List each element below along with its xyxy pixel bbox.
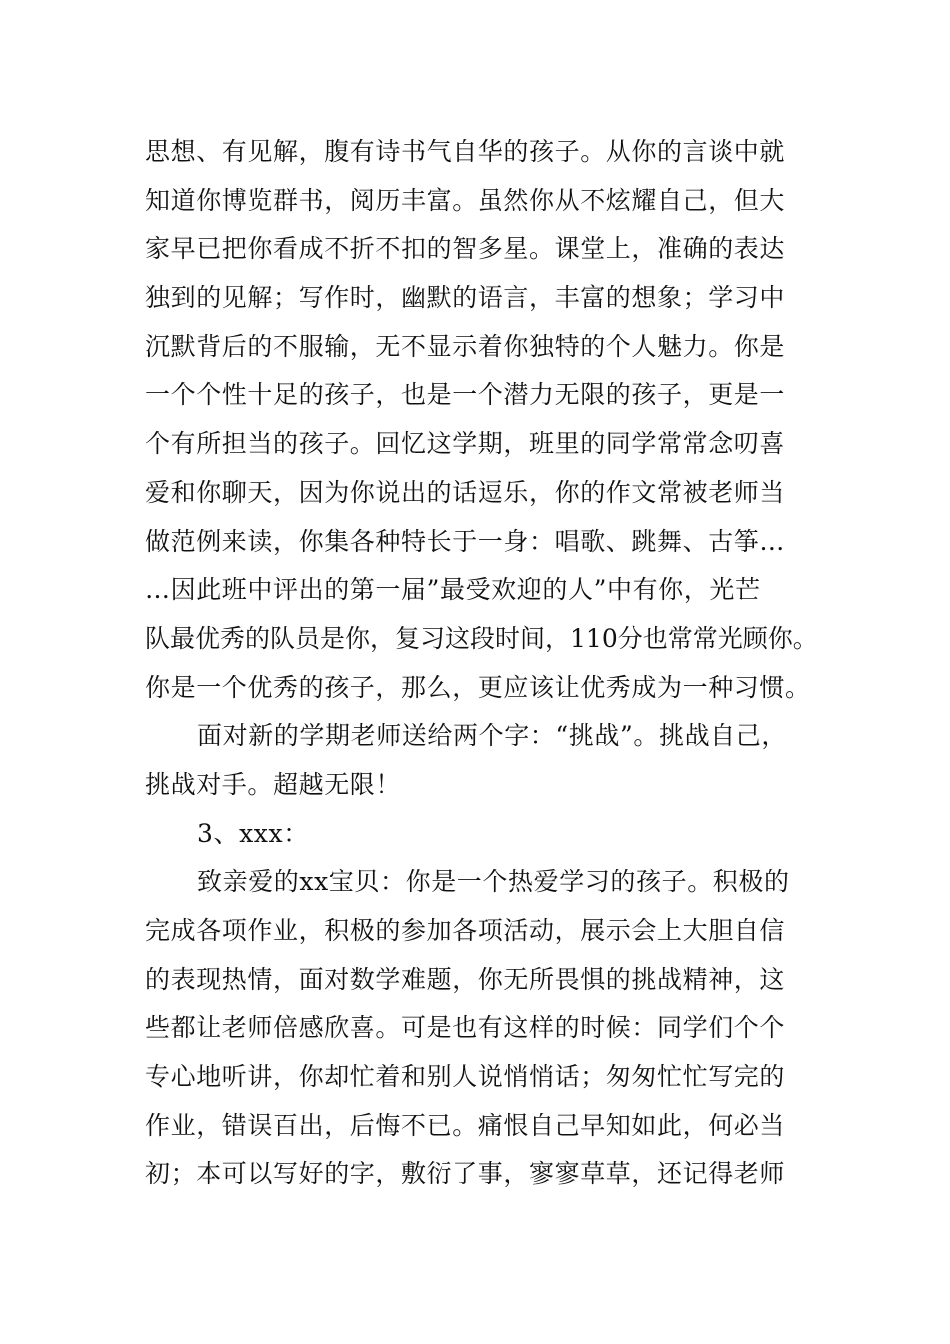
text-line: 挑战对手。超越无限！ xyxy=(145,769,402,799)
text-line: 的表现热情，面对数学难题，你无所畏惧的挑战精神，这 xyxy=(145,964,786,994)
paragraph-start-line: 致亲爱的xx宝贝：你是一个热爱学习的孩子。积极的 xyxy=(197,867,790,897)
text-line: 些都让老师倍感欣喜。可是也有这样的时候：同学们个个 xyxy=(145,1013,786,1043)
text-line: 作业，错误百出，后悔不已。痛恨自己早知如此，何必当 xyxy=(145,1110,786,1140)
document-body xyxy=(145,128,845,1199)
text-line: 队最优秀的队员是你，复习这段时间，110分也常常光顾你。 xyxy=(145,623,818,653)
text-line: …因此班中评出的第一届”最受欢迎的人”中有你，光芒 xyxy=(145,575,761,605)
text-line: 一个个性十足的孩子，也是一个潜力无限的孩子，更是一 xyxy=(145,380,786,410)
text-line: 做范例来读，你集各种特长于一身：唱歌、跳舞、古筝… xyxy=(145,526,786,556)
paragraph-start-line: 面对新的学期老师送给两个字：“挑战”。挑战自己， xyxy=(197,721,787,751)
text-line: 独到的见解；写作时，幽默的语言，丰富的想象；学习中 xyxy=(145,283,786,313)
text-line: 初；本可以写好的字，敷衍了事，寥寥草草，还记得老师 xyxy=(145,1159,786,1189)
section-heading: 3、xxx： xyxy=(197,818,309,848)
text-line: 思想、有见解，腹有诗书气自华的孩子。从你的言谈中就 xyxy=(145,137,786,166)
text-line: 专心地听讲，你却忙着和别人说悄悄话；匆匆忙忙写完的 xyxy=(145,1062,786,1092)
text-line: 家早已把你看成不折不扣的智多星。课堂上，准确的表达 xyxy=(145,234,786,264)
text-line: 知道你博览群书，阅历丰富。虽然你从不炫耀自己，但大 xyxy=(145,185,786,215)
text-line: 爱和你聊天，因为你说出的话逗乐，你的作文常被老师当 xyxy=(145,477,786,507)
text-line: 沉默背后的不服输，无不显示着你独特的个人魅力。你是 xyxy=(145,331,786,361)
text-line: 完成各项作业，积极的参加各项活动，展示会上大胆自信 xyxy=(145,916,786,945)
text-line: 你是一个优秀的孩子，那么，更应该让优秀成为一种习惯。 xyxy=(145,672,811,702)
text-line: 个有所担当的孩子。回忆这学期，班里的同学常常念叨喜 xyxy=(145,429,786,459)
